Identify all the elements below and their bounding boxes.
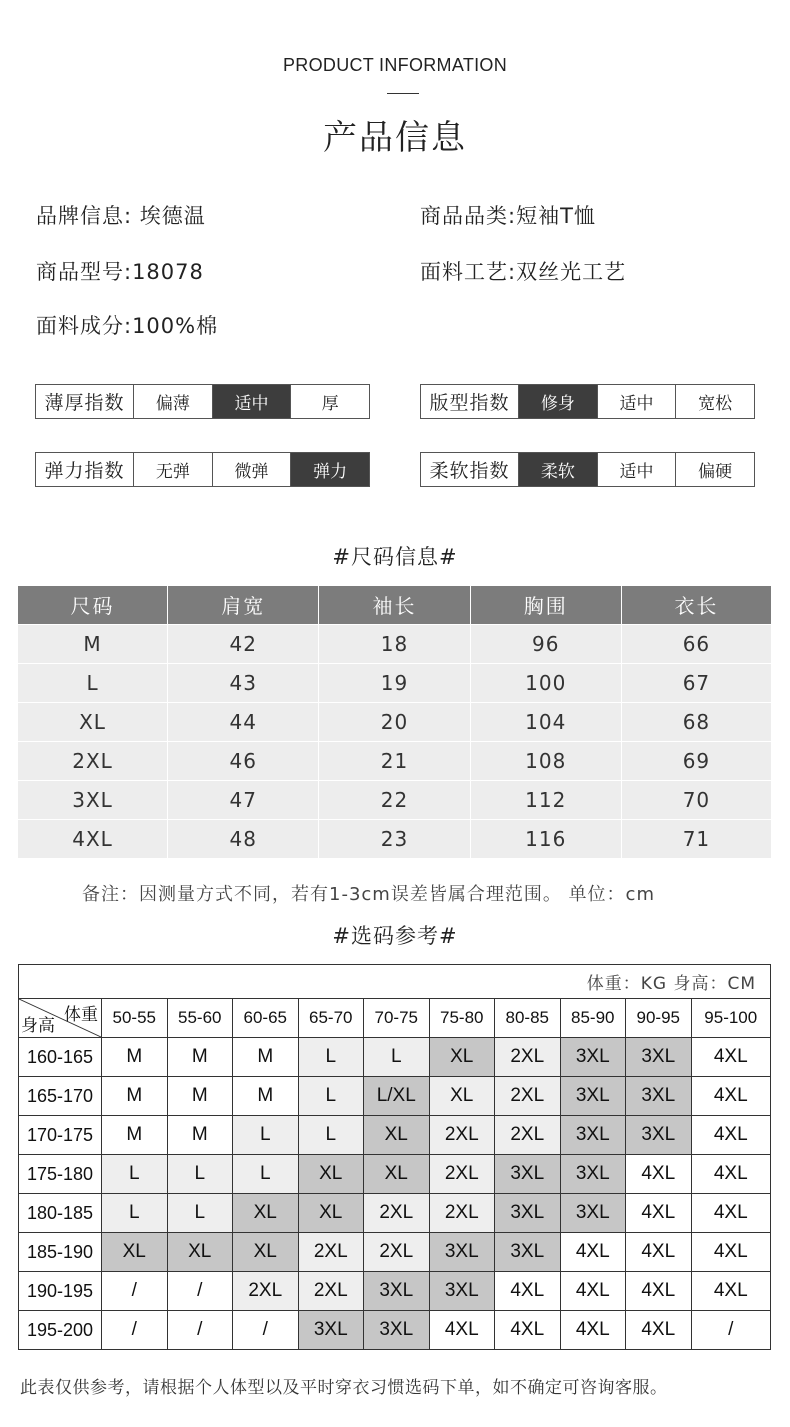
size-cell: 18 [319,624,470,663]
size-recommendation-cell: XL [364,1155,430,1194]
size-cell: 3XL [18,780,168,819]
scale-option: 微弹 [213,453,292,486]
size-recommendation-cell: / [167,1272,233,1311]
scale-option: 适中 [598,453,677,486]
column-header: 胸围 [470,586,621,624]
size-recommendation-cell: 4XL [560,1272,626,1311]
size-cell: 70 [621,780,771,819]
size-cell: 43 [168,663,319,702]
size-table-row [18,624,771,663]
size-cell: 48 [168,819,319,858]
size-recommendation-cell: 3XL [495,1233,561,1272]
size-recommendation-cell: L [364,1038,430,1077]
size-recommendation-cell: 4XL [691,1194,771,1233]
size-recommendation-cell: 4XL [560,1233,626,1272]
info-brand: 品牌信息: 埃德温 [36,204,206,228]
height-header: 170-175 [19,1116,102,1155]
scale-option: 柔软 [519,453,598,486]
size-recommendation-cell: 4XL [626,1194,692,1233]
size-recommendation-cell: 3XL [560,1116,626,1155]
size-recommendation-cell: 4XL [691,1077,771,1116]
scale-label: 版型指数 [421,385,519,418]
size-recommendation-cell: 3XL [495,1155,561,1194]
size-recommendation-cell: L [167,1155,233,1194]
height-header: 180-185 [19,1194,102,1233]
size-recommendation-cell: 3XL [429,1233,495,1272]
size-recommendation-cell: XL [298,1194,364,1233]
size-recommendation-cell: 3XL [560,1194,626,1233]
size-recommendation-cell: L [298,1116,364,1155]
size-recommendation-cell: 4XL [691,1272,771,1311]
scale-thickness [35,384,370,419]
scale-option: 适中 [598,385,677,418]
size-recommendation-cell: 4XL [691,1155,771,1194]
size-recommendation-cell: / [691,1311,771,1350]
size-recommendation-cell: 4XL [560,1311,626,1350]
size-recommendation-cell: M [102,1077,168,1116]
height-header: 175-180 [19,1155,102,1194]
ref-table-row [19,1038,771,1077]
size-cell: 21 [319,741,470,780]
size-table-row [18,663,771,702]
size-cell: 116 [470,819,621,858]
size-recommendation-cell: 3XL [364,1311,430,1350]
scale-option: 宽松 [698,394,733,414]
weight-header: 50-55 [102,999,168,1038]
size-cell: 104 [470,702,621,741]
size-recommendation-cell: XL [298,1155,364,1194]
column-header: 袖长 [319,586,470,624]
size-recommendation-cell: M [167,1038,233,1077]
size-recommendation-cell: / [233,1311,299,1350]
size-cell: 112 [470,780,621,819]
weight-header: 65-70 [298,999,364,1038]
height-header: 195-200 [19,1311,102,1350]
height-header: 185-190 [19,1233,102,1272]
scale-softness [420,452,755,487]
size-cell: 66 [621,624,771,663]
corner-height-label: 身高 [21,1016,55,1036]
corner-weight-label: 体重 [64,1005,98,1025]
size-recommendation-cell: 2XL [364,1233,430,1272]
size-recommendation-cell: 4XL [495,1311,561,1350]
size-cell: 19 [319,663,470,702]
size-recommendation-cell: 4XL [626,1233,692,1272]
size-recommendation-cell: XL [429,1038,495,1077]
size-recommendation-cell: 3XL [298,1311,364,1350]
size-cell: 22 [319,780,470,819]
scale-option: 修身 [519,385,598,418]
scale-label: 柔软指数 [421,453,519,486]
ref-table-row [19,1077,771,1116]
weight-header: 90-95 [626,999,692,1038]
size-recommendation-cell: M [102,1116,168,1155]
size-recommendation-cell: M [233,1038,299,1077]
size-table-header-row [18,586,771,624]
column-header: 肩宽 [168,586,319,624]
scale-option: 无弹 [134,453,213,486]
size-recommendation-cell: 3XL [626,1077,692,1116]
size-recommendation-cell: XL [233,1194,299,1233]
size-recommendation-cell: L [233,1116,299,1155]
weight-header: 80-85 [495,999,561,1038]
scale-label: 弹力指数 [36,453,134,486]
info-composition: 面料成分:100%棉 [36,314,219,338]
size-note: 备注：因测量方式不同，若有1-3cm误差皆属合理范围。 单位：cm [82,884,655,905]
size-cell: 68 [621,702,771,741]
size-cell: L [18,663,168,702]
info-craft: 面料工艺:双丝光工艺 [420,260,627,284]
size-recommendation-cell: 4XL [626,1272,692,1311]
size-recommendation-cell: 3XL [626,1038,692,1077]
size-table-row [18,780,771,819]
size-recommendation-cell: 3XL [560,1155,626,1194]
ref-section-title: #选码参考# [332,924,458,948]
size-recommendation-cell: 2XL [298,1272,364,1311]
size-recommendation-cell: L/XL [364,1077,430,1116]
size-recommendation-cell: L [102,1155,168,1194]
size-table [18,586,771,858]
size-recommendation-cell: L [233,1155,299,1194]
size-recommendation-cell: 2XL [495,1077,561,1116]
size-recommendation-cell: 4XL [691,1233,771,1272]
size-cell: 96 [470,624,621,663]
size-recommendation-cell: / [102,1272,168,1311]
ref-table-row [19,1272,771,1311]
footer-note: 此表仅供参考，请根据个人体型以及平时穿衣习惯选码下单，如不确定可咨询客服。 [20,1378,668,1398]
size-recommendation-cell: XL [167,1233,233,1272]
size-recommendation-cell: 2XL [298,1233,364,1272]
size-cell: 67 [621,663,771,702]
weight-header: 95-100 [691,999,771,1038]
size-recommendation-cell: XL [102,1233,168,1272]
weight-header: 85-90 [560,999,626,1038]
size-recommendation-cell: 3XL [495,1194,561,1233]
size-table-row [18,702,771,741]
size-table-row [18,741,771,780]
size-recommendation-cell: 4XL [626,1155,692,1194]
size-recommendation-cell: M [167,1116,233,1155]
size-cell: 46 [168,741,319,780]
size-reference-table [18,964,771,1350]
size-recommendation-cell: 2XL [429,1155,495,1194]
size-recommendation-cell: 3XL [560,1038,626,1077]
size-section-title: #尺码信息# [332,545,458,569]
size-recommendation-cell: 2XL [429,1116,495,1155]
scale-option: 厚 [321,394,339,414]
scale-fit [420,384,755,419]
size-recommendation-cell: 4XL [495,1272,561,1311]
header-cn-title: 产品信息 [323,118,467,158]
scale-option: 偏薄 [134,385,213,418]
weight-header: 75-80 [429,999,495,1038]
size-recommendation-cell: 3XL [429,1272,495,1311]
size-table-row [18,819,771,858]
size-cell: 44 [168,702,319,741]
info-category: 商品品类:短袖T恤 [420,204,596,228]
weight-header-row [19,999,771,1038]
weight-header: 60-65 [233,999,299,1038]
size-recommendation-cell: 4XL [429,1311,495,1350]
size-cell: 42 [168,624,319,663]
size-recommendation-cell: / [102,1311,168,1350]
size-cell: 69 [621,741,771,780]
scale-elasticity [35,452,370,487]
height-header: 190-195 [19,1272,102,1311]
size-cell: 47 [168,780,319,819]
size-recommendation-cell: XL [429,1077,495,1116]
size-cell: M [18,624,168,663]
size-recommendation-cell: 2XL [364,1194,430,1233]
size-recommendation-cell: 2XL [495,1038,561,1077]
height-header: 160-165 [19,1038,102,1077]
scale-label: 薄厚指数 [36,385,134,418]
column-header: 衣长 [621,586,771,624]
ref-table-row [19,1311,771,1350]
ref-table-row [19,1233,771,1272]
size-recommendation-cell: M [167,1077,233,1116]
scale-option: 适中 [213,385,292,418]
size-recommendation-cell: M [102,1038,168,1077]
size-recommendation-cell: M [233,1077,299,1116]
size-recommendation-cell: XL [233,1233,299,1272]
size-recommendation-cell: 4XL [691,1038,771,1077]
size-recommendation-cell: L [167,1194,233,1233]
corner-cell [19,999,102,1038]
size-recommendation-cell: XL [364,1116,430,1155]
size-cell: 23 [319,819,470,858]
size-cell: 2XL [18,741,168,780]
unit-text: 体重：KG 身高：CM [19,965,771,999]
unit-row [19,965,771,999]
ref-table-row [19,1155,771,1194]
size-recommendation-cell: 4XL [691,1116,771,1155]
size-recommendation-cell: L [102,1194,168,1233]
ref-table-row [19,1116,771,1155]
weight-header: 55-60 [167,999,233,1038]
scale-option: 偏硬 [698,462,733,482]
size-recommendation-cell: 2XL [429,1194,495,1233]
size-recommendation-cell: 2XL [233,1272,299,1311]
size-cell: 108 [470,741,621,780]
size-cell: 4XL [18,819,168,858]
size-recommendation-cell: 3XL [626,1116,692,1155]
column-header: 尺码 [18,586,168,624]
size-recommendation-cell: 4XL [626,1311,692,1350]
size-cell: 20 [319,702,470,741]
weight-header: 70-75 [364,999,430,1038]
size-cell: XL [18,702,168,741]
header-en-title: PRODUCT INFORMATION [282,55,508,75]
size-recommendation-cell: 2XL [495,1116,561,1155]
height-header: 165-170 [19,1077,102,1116]
scale-option: 弹力 [291,453,369,486]
size-recommendation-cell: L [298,1077,364,1116]
size-cell: 71 [621,819,771,858]
info-model: 商品型号:18078 [36,260,204,284]
size-cell: 100 [470,663,621,702]
ref-table-row [19,1194,771,1233]
size-recommendation-cell: L [298,1038,364,1077]
size-recommendation-cell: 3XL [560,1077,626,1116]
header-divider [387,93,419,94]
size-recommendation-cell: / [167,1311,233,1350]
size-recommendation-cell: 3XL [364,1272,430,1311]
